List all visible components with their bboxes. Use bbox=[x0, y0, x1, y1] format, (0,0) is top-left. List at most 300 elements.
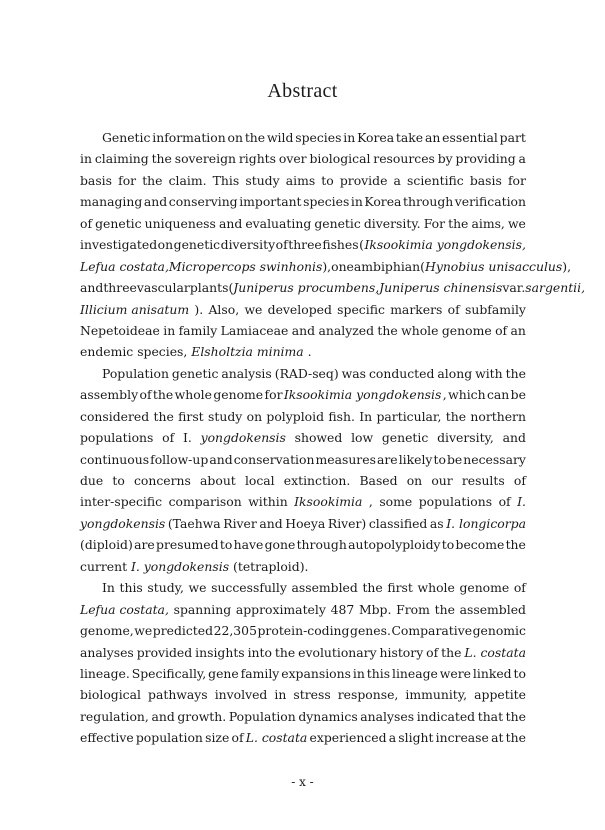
word: protein-coding bbox=[257, 623, 350, 639]
word: insights bbox=[195, 644, 245, 660]
word: (RAD-seq) bbox=[274, 365, 339, 381]
italic-term: sargentii, bbox=[525, 280, 586, 296]
word: response, bbox=[337, 687, 399, 703]
word: populations bbox=[80, 430, 154, 446]
word: , bbox=[368, 494, 373, 510]
word: ), bbox=[562, 258, 572, 274]
word: the bbox=[505, 365, 526, 381]
word: developed bbox=[267, 301, 332, 317]
word: we bbox=[188, 580, 207, 596]
word: evaluating bbox=[245, 215, 312, 231]
word: the bbox=[434, 601, 455, 617]
text-line bbox=[80, 642, 526, 663]
text-line bbox=[80, 320, 526, 341]
italic-term: Micropercops swinhonis bbox=[168, 258, 323, 274]
italic-term: L. costata bbox=[245, 730, 308, 746]
word: become bbox=[455, 537, 505, 553]
word: along bbox=[437, 365, 473, 381]
word: experienced bbox=[309, 730, 387, 746]
word: linked bbox=[472, 665, 512, 681]
word: local bbox=[244, 473, 275, 488]
text-line bbox=[80, 556, 526, 577]
word: genetic bbox=[314, 215, 361, 231]
text-line bbox=[80, 706, 526, 727]
word: claiming bbox=[94, 151, 149, 167]
word: a bbox=[518, 151, 526, 167]
word: appetite bbox=[474, 687, 526, 703]
word: whole bbox=[401, 322, 439, 338]
word: in bbox=[163, 322, 176, 338]
word: evolutionary bbox=[298, 644, 377, 660]
word: classified bbox=[368, 515, 428, 531]
word: conservation bbox=[233, 451, 315, 467]
word: some bbox=[379, 494, 413, 510]
text-line bbox=[80, 191, 526, 212]
text-line bbox=[80, 449, 526, 470]
word: part bbox=[499, 130, 526, 145]
word: effective bbox=[80, 730, 134, 746]
word: subfamily bbox=[464, 301, 526, 317]
word: Genetic bbox=[102, 130, 151, 145]
word: populations bbox=[418, 494, 493, 510]
word: resources bbox=[373, 151, 435, 167]
word: genetic bbox=[171, 365, 219, 381]
word: , bbox=[442, 387, 447, 403]
word: an bbox=[424, 130, 441, 145]
word: (Taehwa bbox=[167, 515, 221, 531]
word: we bbox=[507, 215, 526, 231]
italic-term: Elsholtzia minima bbox=[191, 344, 304, 360]
word: the bbox=[151, 151, 172, 167]
word: to bbox=[219, 537, 233, 553]
word: 22,305 bbox=[213, 623, 257, 639]
word: an bbox=[510, 322, 526, 338]
italic-term: Lefua costata, bbox=[80, 258, 169, 274]
page-title: Abstract bbox=[267, 80, 338, 102]
word: of bbox=[275, 237, 288, 253]
text-line bbox=[80, 599, 526, 620]
word: diversity. bbox=[363, 215, 421, 231]
word: showed bbox=[294, 430, 343, 446]
word: ), bbox=[322, 258, 332, 274]
word: the bbox=[505, 730, 526, 746]
word: the bbox=[505, 708, 526, 724]
word: conducted bbox=[368, 365, 435, 381]
abstract-body bbox=[80, 127, 586, 749]
word: increase bbox=[435, 730, 489, 746]
word: first bbox=[178, 408, 204, 424]
word: In bbox=[102, 580, 115, 596]
word: verification bbox=[454, 194, 526, 210]
word: be bbox=[510, 387, 526, 403]
italic-term: Hynobius unisacculus bbox=[425, 258, 563, 274]
word: have bbox=[233, 537, 264, 553]
word: and bbox=[80, 280, 104, 296]
word: which bbox=[448, 387, 486, 403]
word: Nepetoideae bbox=[80, 322, 160, 338]
word: . bbox=[307, 344, 312, 360]
word: indicated bbox=[416, 708, 476, 724]
text-line bbox=[80, 127, 526, 148]
word: on bbox=[246, 408, 263, 424]
word: autopolyploidy bbox=[348, 537, 441, 553]
word: Population bbox=[102, 365, 169, 381]
word: analyses bbox=[360, 708, 415, 724]
word: Specifically, bbox=[131, 665, 207, 681]
word: due bbox=[80, 473, 104, 488]
word: whole bbox=[417, 580, 455, 596]
word: population bbox=[135, 730, 203, 746]
word: first bbox=[387, 580, 413, 596]
word: to bbox=[433, 451, 446, 467]
word: genome bbox=[441, 322, 492, 338]
word: into bbox=[247, 644, 272, 660]
text-line bbox=[80, 384, 526, 405]
word: low bbox=[351, 430, 374, 446]
word: likely bbox=[398, 451, 433, 467]
word: regulation, bbox=[80, 708, 149, 724]
text-line bbox=[80, 684, 526, 705]
word: the bbox=[441, 644, 462, 660]
text-line bbox=[80, 213, 526, 234]
word: was bbox=[341, 365, 366, 381]
word: necessary bbox=[463, 451, 526, 467]
word: about bbox=[200, 473, 236, 488]
word: analysis bbox=[221, 365, 272, 381]
italic-term: Juniperus procumbens, bbox=[233, 280, 380, 296]
word: to bbox=[112, 473, 125, 488]
text-line bbox=[80, 148, 526, 169]
word: of bbox=[231, 730, 244, 746]
word: this bbox=[119, 580, 143, 596]
italic-term: I. longicorpa bbox=[446, 515, 526, 531]
word: and bbox=[259, 515, 283, 531]
italic-term: I. bbox=[517, 494, 526, 510]
word: of bbox=[495, 322, 508, 338]
word: Mbp. bbox=[358, 601, 392, 617]
word: take bbox=[395, 130, 424, 145]
text-line bbox=[80, 513, 526, 534]
word: plants bbox=[189, 280, 229, 296]
word: of bbox=[513, 580, 526, 596]
word: predicted bbox=[152, 623, 214, 639]
word: size bbox=[205, 730, 230, 746]
word: wild bbox=[266, 130, 294, 145]
word: of bbox=[162, 430, 175, 446]
word: are bbox=[134, 537, 155, 553]
word: Hoeya bbox=[285, 515, 326, 531]
word: genes. bbox=[350, 623, 391, 639]
word: to bbox=[441, 537, 455, 553]
word: extinction. bbox=[283, 473, 351, 488]
word: gone bbox=[264, 537, 296, 553]
word: for bbox=[264, 387, 283, 403]
word: three bbox=[288, 237, 322, 253]
word: for bbox=[507, 172, 526, 188]
word: fish. bbox=[328, 408, 355, 424]
word: one bbox=[331, 258, 354, 274]
word: were bbox=[439, 665, 471, 681]
word: can bbox=[486, 387, 510, 403]
word: approximately bbox=[235, 601, 326, 617]
italic-term: yongdokensis bbox=[200, 430, 286, 446]
word: ). bbox=[194, 301, 204, 317]
word: assembly bbox=[80, 387, 139, 403]
word: with bbox=[475, 365, 503, 381]
word: Lamiaceae bbox=[220, 322, 289, 338]
word: River) bbox=[327, 515, 367, 531]
word: of bbox=[447, 301, 460, 317]
word: species bbox=[295, 130, 342, 145]
word: information bbox=[152, 130, 226, 145]
word: we bbox=[134, 623, 153, 639]
word: analyzed bbox=[318, 322, 375, 338]
word: important bbox=[239, 194, 302, 210]
word: River bbox=[223, 515, 257, 531]
word: scientific bbox=[407, 172, 464, 188]
word: genome, bbox=[80, 623, 134, 639]
word: Population bbox=[228, 708, 296, 724]
word: particular, bbox=[376, 408, 442, 424]
word: genetic bbox=[173, 237, 221, 253]
word: through bbox=[403, 194, 454, 210]
italic-term: Iksookimia yongdokensis bbox=[283, 387, 442, 403]
text-line bbox=[80, 534, 526, 555]
word: assembled bbox=[459, 601, 526, 617]
word: study bbox=[245, 172, 280, 188]
word: assembled bbox=[291, 580, 358, 596]
text-line bbox=[80, 277, 586, 298]
word: genome bbox=[459, 580, 510, 596]
word: a bbox=[393, 172, 401, 188]
word: comparison bbox=[168, 494, 242, 510]
word: results bbox=[461, 473, 505, 488]
text-line bbox=[80, 491, 526, 512]
italic-term: yongdokensis bbox=[80, 515, 166, 531]
word: ambiphian bbox=[353, 258, 421, 274]
word: of bbox=[139, 387, 152, 403]
word: of bbox=[80, 215, 93, 231]
word: the bbox=[274, 644, 296, 660]
word: biological bbox=[309, 151, 371, 167]
text-line bbox=[80, 234, 526, 255]
word: of bbox=[513, 473, 526, 488]
word: and bbox=[209, 451, 233, 467]
word: expansions bbox=[281, 665, 351, 681]
word: the bbox=[142, 172, 163, 188]
word: and bbox=[291, 322, 316, 338]
word: in bbox=[343, 130, 356, 145]
text-line bbox=[80, 620, 526, 641]
word: claim. bbox=[168, 172, 207, 188]
word: through bbox=[296, 537, 347, 553]
word: investigated bbox=[80, 237, 158, 253]
word: analyses bbox=[80, 644, 134, 660]
word: of bbox=[498, 494, 511, 510]
word: the bbox=[152, 387, 174, 403]
word: Also, bbox=[208, 301, 240, 317]
word: on bbox=[406, 473, 423, 488]
text-line bbox=[80, 577, 526, 598]
word: ( bbox=[359, 237, 364, 253]
text-line bbox=[80, 406, 526, 427]
word: by bbox=[437, 151, 453, 167]
word: uniqueness bbox=[144, 215, 216, 231]
word: lineage bbox=[391, 665, 438, 681]
word: basis bbox=[80, 172, 112, 188]
word: ( bbox=[228, 280, 234, 296]
word: in bbox=[274, 687, 287, 703]
word: continuous bbox=[80, 451, 150, 467]
word: in bbox=[80, 151, 92, 167]
word: genetic bbox=[381, 430, 429, 446]
word: three bbox=[103, 280, 137, 296]
word: measures bbox=[315, 451, 376, 467]
paragraph bbox=[80, 127, 586, 363]
word: the bbox=[448, 215, 469, 231]
text-line bbox=[80, 727, 526, 748]
word: fishes bbox=[322, 237, 359, 253]
word: diversity, bbox=[437, 430, 494, 446]
italic-term: I. yongdokensis bbox=[131, 558, 230, 574]
word: rights bbox=[238, 151, 277, 167]
word: successfully bbox=[211, 580, 287, 596]
text-line bbox=[80, 363, 526, 384]
italic-term: Iksookimia bbox=[294, 494, 363, 510]
word: to bbox=[321, 172, 334, 188]
word: essential bbox=[442, 130, 498, 145]
word: Korea bbox=[357, 130, 395, 145]
word: Comparative bbox=[391, 623, 473, 639]
word: basis bbox=[469, 172, 502, 188]
word: aims bbox=[285, 172, 316, 188]
word: and bbox=[218, 215, 243, 231]
word: on bbox=[157, 237, 174, 253]
word: follow-up bbox=[150, 451, 209, 467]
word: the bbox=[505, 537, 526, 553]
word: are bbox=[376, 451, 398, 467]
text-line bbox=[80, 427, 526, 448]
text-line bbox=[80, 256, 572, 277]
word: aims, bbox=[471, 215, 505, 231]
word: lineage. bbox=[80, 665, 130, 681]
word: the bbox=[153, 408, 174, 424]
word: concerns bbox=[133, 473, 191, 488]
italic-term: Illicium anisatum bbox=[80, 301, 190, 317]
text-line bbox=[80, 170, 526, 191]
italic-term: L. costata bbox=[464, 644, 526, 660]
word: involved bbox=[214, 687, 268, 703]
word: for bbox=[118, 172, 137, 188]
word: inter-specific bbox=[80, 494, 163, 510]
text-line bbox=[80, 663, 526, 684]
italic-term: Juniperus chinensis bbox=[379, 280, 503, 296]
text-line bbox=[80, 341, 526, 362]
word: of bbox=[426, 644, 439, 660]
paragraph bbox=[80, 363, 526, 577]
word: vascular bbox=[136, 280, 190, 296]
word: the bbox=[445, 408, 467, 424]
word: in bbox=[352, 665, 365, 681]
word: study, bbox=[147, 580, 184, 596]
word: at bbox=[491, 730, 504, 746]
word: pathways bbox=[148, 687, 208, 703]
word: species, bbox=[137, 344, 188, 360]
word: spanning bbox=[173, 601, 232, 617]
word: the bbox=[244, 130, 266, 145]
word: managing bbox=[80, 194, 143, 210]
word: endemic bbox=[80, 344, 134, 360]
word: specific bbox=[337, 301, 385, 317]
word: we bbox=[244, 301, 263, 317]
word: family bbox=[178, 322, 218, 338]
word: (tetraploid). bbox=[233, 558, 309, 574]
word: (diploid) bbox=[80, 537, 133, 553]
word: current bbox=[80, 558, 128, 574]
word: genetic bbox=[95, 215, 142, 231]
word: var. bbox=[502, 280, 526, 296]
word: the bbox=[377, 322, 398, 338]
word: the bbox=[362, 580, 383, 596]
word: provide bbox=[339, 172, 388, 188]
word: stress bbox=[293, 687, 331, 703]
word: conserving bbox=[168, 194, 238, 210]
word: diversity bbox=[220, 237, 276, 253]
page-number: - x - bbox=[291, 775, 314, 789]
word: be bbox=[446, 451, 463, 467]
word: a bbox=[388, 730, 397, 746]
word: From bbox=[396, 601, 430, 617]
word: slight bbox=[398, 730, 434, 746]
word: Korea bbox=[364, 194, 402, 210]
word: 487 bbox=[330, 601, 355, 617]
word: this bbox=[366, 665, 391, 681]
word: study bbox=[208, 408, 243, 424]
text-line bbox=[80, 470, 526, 491]
paragraph bbox=[80, 577, 526, 749]
word: genome bbox=[213, 387, 264, 403]
word: our bbox=[431, 473, 453, 488]
word: immunity, bbox=[405, 687, 468, 703]
text-line bbox=[80, 299, 526, 320]
word: genomic bbox=[472, 623, 526, 639]
word: This bbox=[212, 172, 240, 188]
word: sovereign bbox=[174, 151, 237, 167]
word: growth. bbox=[177, 708, 227, 724]
word: in bbox=[350, 194, 363, 210]
italic-term: Lefua costata, bbox=[80, 601, 169, 617]
word: and bbox=[151, 708, 175, 724]
word: species bbox=[303, 194, 350, 210]
word: presumed bbox=[156, 537, 219, 553]
word: polyploid bbox=[266, 408, 325, 424]
word: on bbox=[227, 130, 243, 145]
word: whole bbox=[174, 387, 212, 403]
word: over bbox=[278, 151, 307, 167]
word: provided bbox=[136, 644, 193, 660]
word: providing bbox=[455, 151, 516, 167]
word: For bbox=[423, 215, 446, 231]
word: as bbox=[429, 515, 444, 531]
word: northern bbox=[470, 408, 526, 424]
word: I. bbox=[182, 430, 192, 446]
word: gene bbox=[208, 665, 239, 681]
word: markers bbox=[390, 301, 443, 317]
word: considered bbox=[80, 408, 150, 424]
italic-term: Iksookimia yongdokensis, bbox=[364, 237, 526, 253]
word: that bbox=[477, 708, 504, 724]
word: biological bbox=[80, 687, 141, 703]
